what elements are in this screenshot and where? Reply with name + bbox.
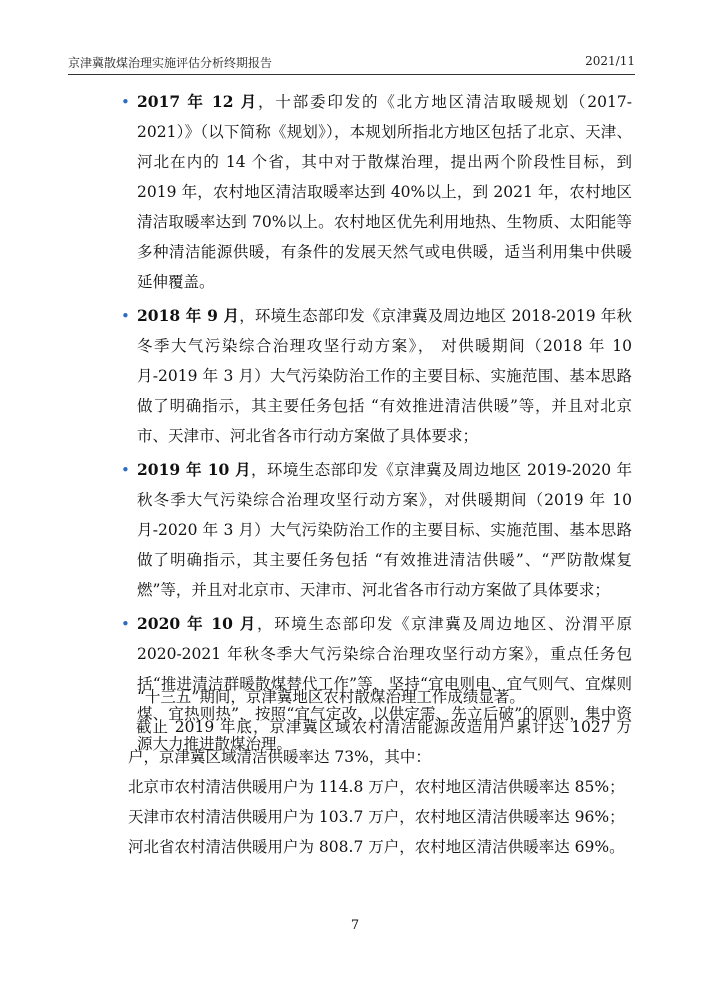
stats-paragraph: 截止 2019 年底，京津冀区域农村清洁能源改造用户累计达 1027 万户，京津冀区域清洁供暖率达 73%，其中： (128, 718, 632, 766)
beijing-stat: 北京市农村清洁供暖用户为 114.8 万户，农村地区清洁供暖率达 85%； (128, 778, 625, 796)
item-text: ，十部委印发的《北方地区清洁取暖规划（2017-2021）》（以下简称《规划》），本规划所指北方地区包括了北京、天津、河北在内的 14 个省，其中对于散煤治理，提出两个阶段性目标，到 2019 年，农村地区清洁取暖率达到 40%以上，到 2021 年，农村地区清洁取暖率达到 70%以上。农村地区优先利用地热、生物质、太阳能等多种清洁能源供暖，有条件的发展天然气或电供暖，适当利用集中供暖延伸覆盖。 (137, 93, 632, 291)
item-text: ，环境生态部印发《京津冀及周边地区、汾渭平原 2020-2021 年秋冬季大气污染综合治理攻坚行动方案》，重点任务包括“推进清洁群暖散煤替代工作”等，坚持“宜电则电、宜气则气、宜煤则煤、宜热则热”，按照“宜气定改、以供定需、先立后破”的原则，集中资源大力推进散煤治理。 (137, 615, 632, 753)
bullet-dot-icon: • (121, 615, 130, 633)
bullet-dot-icon: • (121, 93, 130, 111)
bullet-dot-icon: • (121, 307, 130, 325)
header-date: 2021/11 (585, 54, 635, 68)
bullet-list (121, 87, 632, 763)
summary-paragraph: “十三五”期间，京津冀地区农村散煤治理工作成绩显著。 (137, 688, 525, 706)
item-text: ，环境生态部印发《京津冀及周边地区 2019-2020 年秋冬季大气污染综合治理攻坚行动方案》，对供暖期间（2019 年 10 月-2020 年 3 月）大气污染防治工作的主要目标、实施范围、基本思路做了明确指示，其主要任务包括 “有效推进清洁供暖”、“严防散煤复燃”等，并且对北京市、天津市、河北省各市行动方案做了具体要求； (137, 461, 632, 599)
item-date: 2018 年 9 月 (137, 306, 240, 325)
list-item (121, 455, 632, 605)
item-date: 2019 年 10 月 (137, 460, 252, 479)
header-title: 京津冀散煤治理实施评估分析终期报告 (68, 56, 273, 70)
tianjin-stat: 天津市农村清洁供暖用户为 103.7 万户，农村地区清洁供暖率达 96%； (128, 808, 625, 826)
item-text: ，环境生态部印发《京津冀及周边地区 2018-2019 年秋冬季大气污染综合治理攻坚行动方案》， 对供暖期间（2018 年 10 月-2019 年 3 月）大气污染防治工作的主要目标、实施范围、基本思路做了明确指示，其主要任务包括 “有效推进清洁供暖”等，并且对北京市、天津市、河北省各市行动方案做了具体要求； (137, 307, 632, 445)
page-header (68, 50, 635, 75)
item-date: 2020 年 10 月 (137, 614, 257, 633)
page-number: 7 (350, 918, 360, 933)
list-item (121, 301, 632, 451)
item-date: 2017 年 12 月 (137, 92, 259, 111)
hebei-stat: 河北省农村清洁供暖用户为 808.7 万户，农村地区清洁供暖率达 69%。 (128, 838, 625, 856)
list-item (121, 87, 632, 297)
bullet-dot-icon: • (121, 461, 130, 479)
